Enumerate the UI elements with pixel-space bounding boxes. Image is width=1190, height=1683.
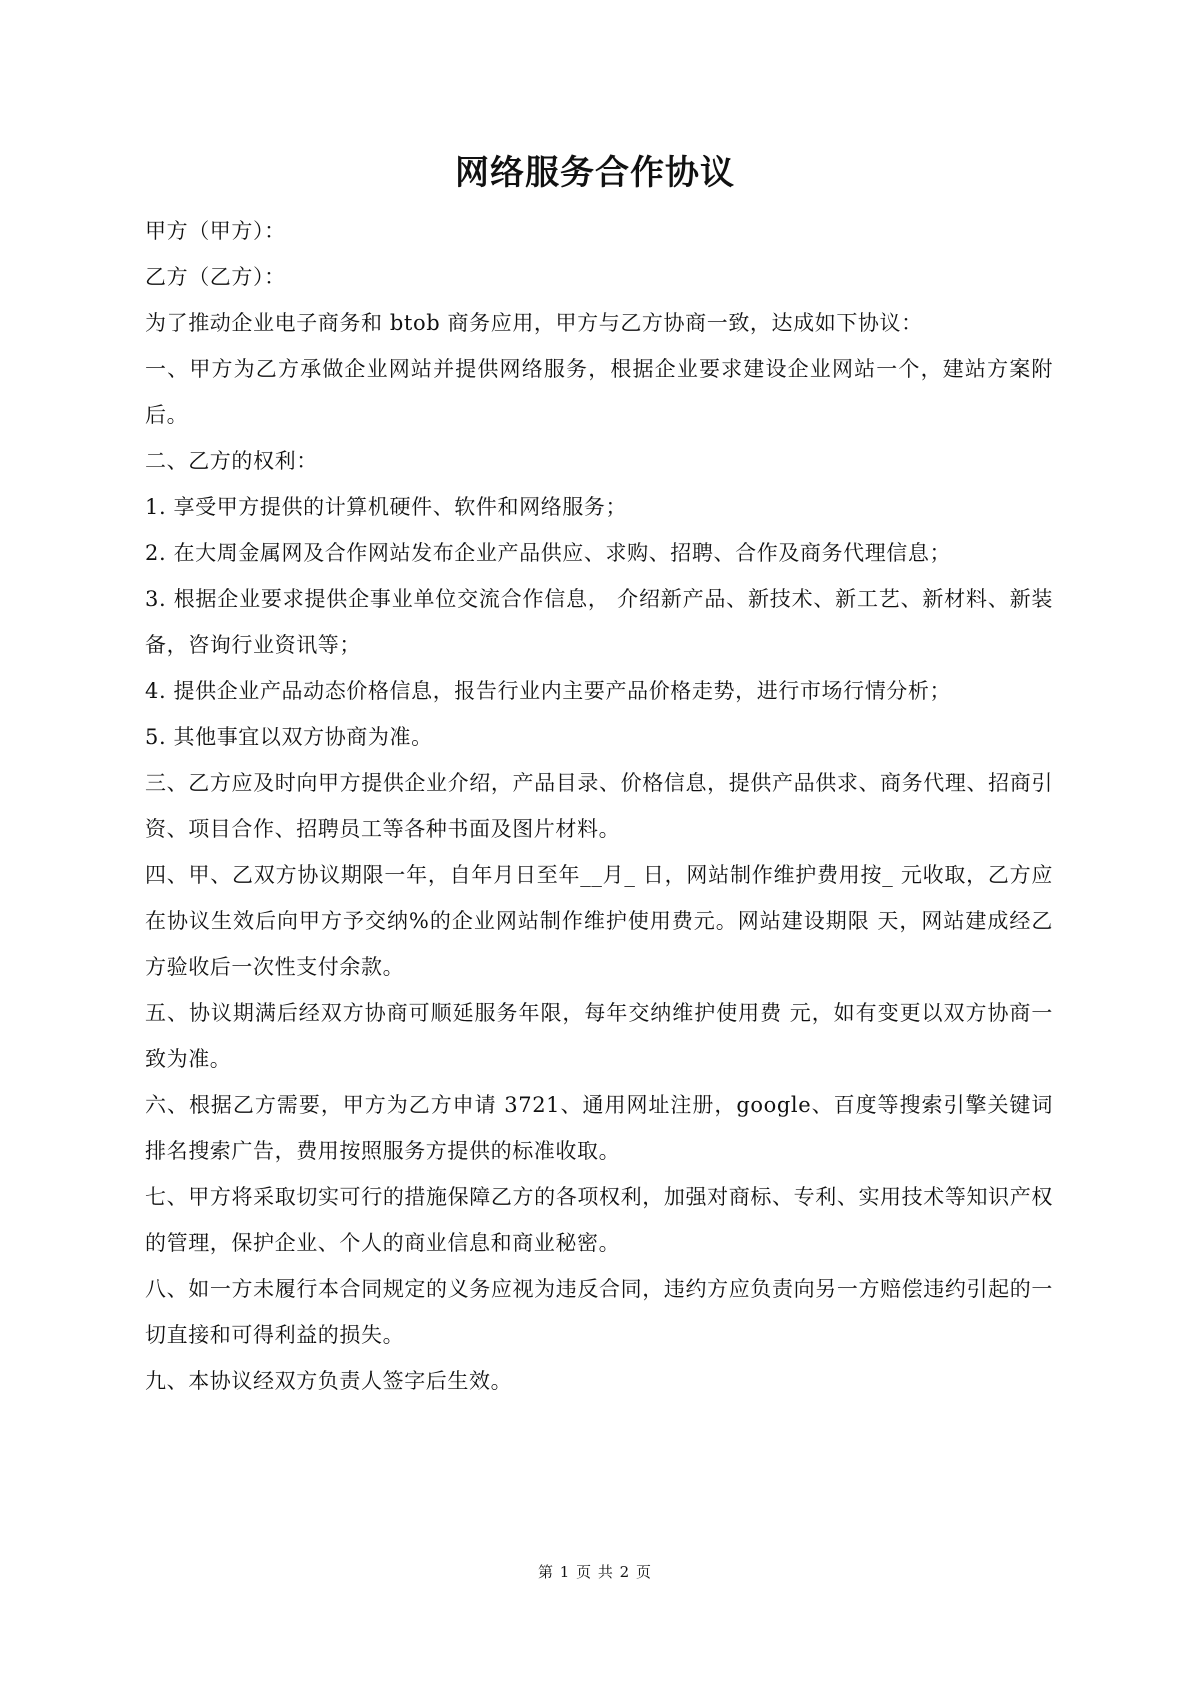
clause-2-heading: 二、乙方的权利：	[145, 449, 318, 473]
clause-4: 四、甲、乙双方协议期限一年，自年月日至年__月_ 日，网站制作维护费用按_ 元收取，乙方应在协议生效后向甲方予交纳%的企业网站制作维护使用费元。网站建设期限 天，网站建成经乙方验收后一次性支付余款。	[145, 863, 1053, 979]
clause-5: 五、协议期满后经双方协商可顺延服务年限，每年交纳维护使用费 元，如有变更以双方协商一致为准。	[145, 1001, 1053, 1071]
page-footer	[0, 1560, 1190, 1584]
document-title: 网络服务合作协议	[455, 153, 735, 193]
page-indicator: 第 1 页 共 2 页	[538, 1563, 652, 1581]
rights-item-3: 3. 根据企业要求提供企事业单位交流合作信息， 介绍新产品、新技术、新工艺、新材料、新装备，咨询行业资讯等；	[145, 587, 1053, 657]
party-b-line: 乙方（乙方）：	[145, 265, 286, 289]
party-a-line: 甲方（甲方）：	[145, 219, 286, 243]
clause-1: 一、甲方为乙方承做企业网站并提供网络服务，根据企业要求建设企业网站一个，建站方案附后。	[145, 357, 1053, 427]
rights-item-2: 2. 在大周金属网及合作网站发布企业产品供应、求购、招聘、合作及商务代理信息；	[145, 541, 952, 565]
clause-6: 六、根据乙方需要，甲方为乙方申请 3721、通用网址注册，google、百度等搜索引擎关键词排名搜索广告，费用按照服务方提供的标准收取。	[145, 1093, 1053, 1163]
rights-item-1: 1. 享受甲方提供的计算机硬件、软件和网络服务；	[145, 495, 628, 519]
rights-item-4: 4. 提供企业产品动态价格信息，报告行业内主要产品价格走势，进行市场行情分析；	[145, 679, 952, 703]
clause-7: 七、甲方将采取切实可行的措施保障乙方的各项权利，加强对商标、专利、实用技术等知识产权的管理，保护企业、个人的商业信息和商业秘密。	[145, 1185, 1053, 1255]
document-body	[145, 208, 1053, 1404]
intro-paragraph: 为了推动企业电子商务和 btob 商务应用，甲方与乙方协商一致，达成如下协议：	[145, 311, 923, 335]
clause-8: 八、如一方未履行本合同规定的义务应视为违反合同，违约方应负责向另一方赔偿违约引起的一切直接和可得利益的损失。	[145, 1277, 1053, 1347]
rights-item-5: 5. 其他事宜以双方协商为准。	[145, 725, 433, 749]
clause-9: 九、本协议经双方负责人签字后生效。	[145, 1369, 513, 1393]
clause-3: 三、乙方应及时向甲方提供企业介绍，产品目录、价格信息，提供产品供求、商务代理、招商引资、项目合作、招聘员工等各种书面及图片材料。	[145, 771, 1053, 841]
